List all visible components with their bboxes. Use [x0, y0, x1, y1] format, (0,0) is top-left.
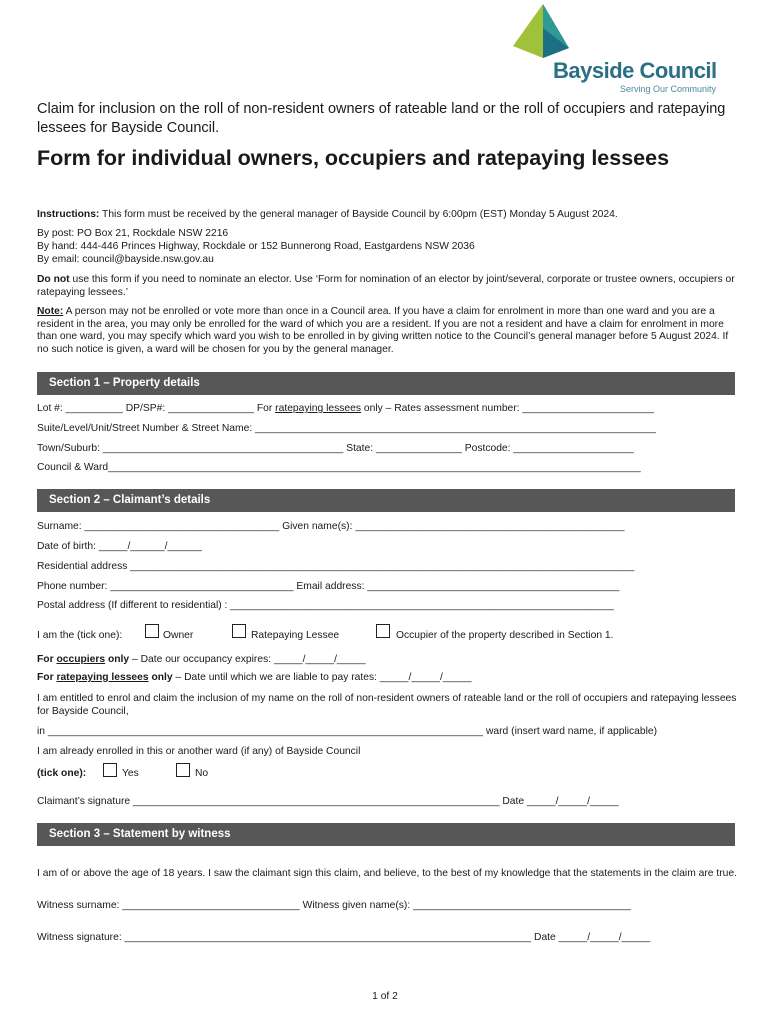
ward-field[interactable]: in ____________________________________________________________________________ ward (insert ward name, if applicable): [37, 726, 658, 737]
instructions: Instructions: This form must be received by the general manager of Bayside Council by 6:00pm (EST) Monday 5 August 2024.: [37, 209, 618, 220]
surname-field[interactable]: Surname: __________________________________ Given name(s): _______________________________________________: [37, 521, 625, 532]
postal-address-field[interactable]: Postal address (If different to residential) : ___________________________________________________________________: [37, 600, 614, 611]
bayside-council-logo: [505, 2, 737, 98]
town-field[interactable]: Town/Suburb: __________________________________________ State: _______________ Postcode: _____________________: [37, 443, 634, 454]
no-label: No: [195, 768, 209, 779]
hand-address: By hand: 444-446 Princes Highway, Rockdale or 152 Bunnerong Road, Eastgardens NSW 2036: [37, 241, 475, 252]
page-number: 1 of 2: [372, 991, 398, 1002]
already-enrolled-label: I am already enrolled in this or another ward (if any) of Bayside Council: [37, 746, 361, 757]
logo-name: Bayside Council: [553, 58, 717, 83]
residential-address-field[interactable]: Residential address ________________________________________________________________________________________: [37, 561, 635, 572]
phone-email-field[interactable]: Phone number: ________________________________ Email address: ____________________________________________: [37, 581, 620, 592]
section-3-header: Section 3 – Statement by witness: [37, 823, 735, 846]
occupier-label: Occupier of the property described in Section 1.: [396, 630, 614, 641]
enrolment-note: Note: A person may not be enrolled or vote more than once in a Council area. If you have a claim for enrolment in more than one ward and you are a resident in the area, you may only be enrolled for the ward of which you are a resident. If you are not a resident and have a claim for enrolment in more than one ward, you may specify which ward you wish to be enrolled in by giving written notice to the Council’s general manager before 5 August 2024. If no such notice is given, a ward will be chosen for you by the general manager.: [37, 306, 729, 355]
occupancy-expiry-field[interactable]: For occupiers only – Date our occupancy expires: _____/_____/_____: [37, 654, 366, 665]
claimant-signature-field[interactable]: Claimant’s signature ________________________________________________________________ Date _____/_____/_____: [37, 796, 619, 807]
owner-label: Owner: [163, 630, 194, 641]
entitlement-statement: I am entitled to enrol and claim the inclusion of my name on the roll of non-resident owners of rateable land or the roll of occupiers and ratepaying lessees for Bayside Council,: [37, 693, 737, 717]
lot-field[interactable]: Lot #: __________ DP/SP#: _______________ For ratepaying lessees only – Rates assessment number: _______________________: [37, 403, 655, 414]
lessee-label: Ratepaying Lessee: [251, 630, 340, 641]
intro-text: Claim for inclusion on the roll of non-resident owners of rateable land or the roll of occupiers and ratepaying lessees for Bayside Council.: [37, 101, 726, 136]
post-address: By post: PO Box 21, Rockdale NSW 2216: [37, 228, 229, 239]
logo-tagline: Serving Our Community: [620, 84, 717, 94]
witness-statement: I am of or above the age of 18 years. I saw the claimant sign this claim, and believe, to the best of my knowledge that the statements in the claim are true.: [37, 868, 737, 879]
witness-name-field[interactable]: Witness surname: _______________________________ Witness given name(s): ______________________________________: [37, 900, 631, 911]
street-field[interactable]: Suite/Level/Unit/Street Number & Street Name: ______________________________________________________________________: [37, 423, 656, 434]
occupier-checkbox[interactable]: [376, 624, 390, 638]
yes-checkbox[interactable]: [103, 763, 117, 777]
section-1-header: Section 1 – Property details: [37, 372, 735, 395]
witness-signature-field[interactable]: Witness signature: _______________________________________________________________________ Date _____/_____/_____: [37, 932, 651, 943]
sail-logo-icon: [509, 2, 609, 62]
form-title: Form for individual owners, occupiers and ratepaying lessees: [37, 146, 670, 170]
owner-checkbox[interactable]: [145, 624, 159, 638]
do-not-note: Do not use this form if you need to nominate an elector. Use ‘Form for nomination of an elector by joint/several, corporate or trustee owners, occupiers or ratepaying lessees.’: [37, 274, 735, 298]
section-2-header: Section 2 – Claimant’s details: [37, 489, 735, 512]
dob-field[interactable]: Date of birth: _____/______/______: [37, 541, 202, 552]
tick-one-label: I am the (tick one):: [37, 630, 123, 641]
email-address: By email: council@bayside.nsw.gov.au: [37, 254, 214, 265]
tick-one-enrolled: (tick one):: [37, 768, 87, 779]
rates-liability-field[interactable]: For ratepaying lessees only – Date until which we are liable to pay rates: _____/_____/_____: [37, 672, 472, 683]
yes-label: Yes: [122, 768, 139, 779]
no-checkbox[interactable]: [176, 763, 190, 777]
council-ward-field[interactable]: Council & Ward_____________________________________________________________________________________________: [37, 462, 641, 473]
lessee-checkbox[interactable]: [232, 624, 246, 638]
